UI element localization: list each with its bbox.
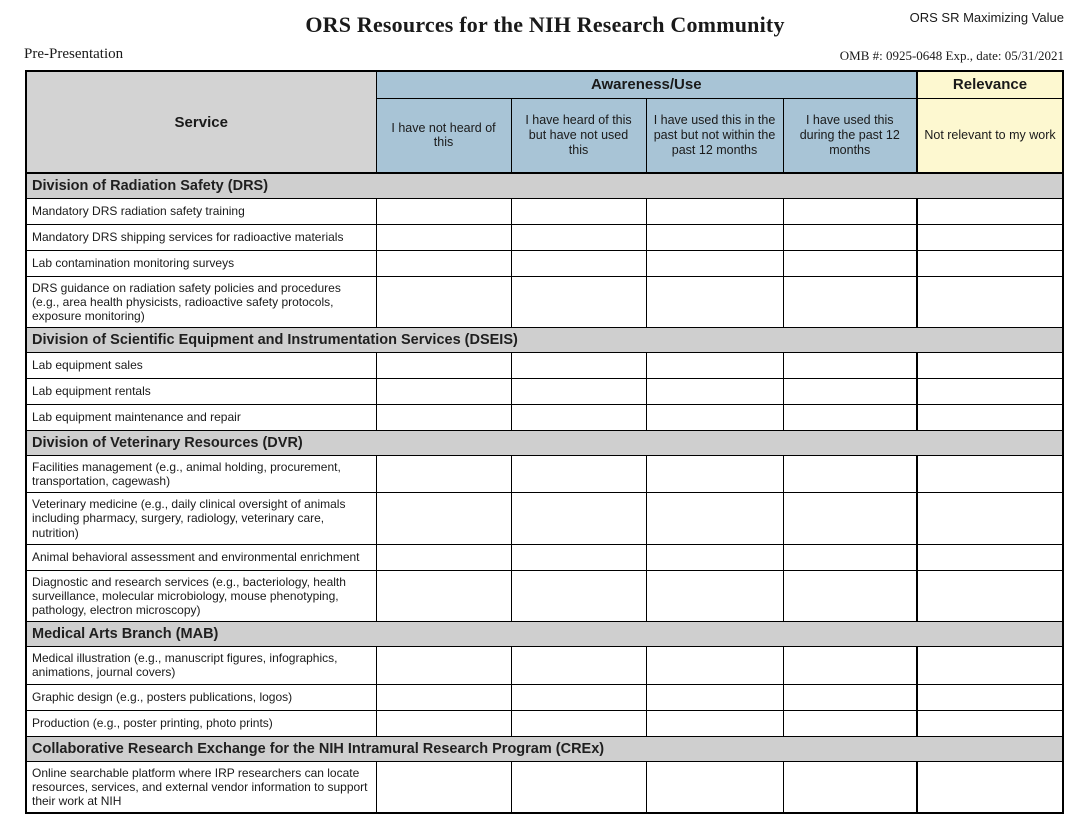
table-row bbox=[26, 570, 1063, 621]
awareness-option-header: I have heard of this but have not used this bbox=[511, 98, 646, 173]
answer-cell bbox=[783, 455, 917, 492]
answer-cell bbox=[783, 224, 917, 250]
answer-cell bbox=[511, 224, 646, 250]
section-title: Division of Scientific Equipment and Instrumentation Services (DSEIS) bbox=[26, 327, 1063, 352]
answer-cell bbox=[783, 378, 917, 404]
section-header-row bbox=[26, 622, 1063, 647]
table-row bbox=[26, 455, 1063, 492]
answer-cell bbox=[783, 404, 917, 430]
table-row bbox=[26, 352, 1063, 378]
answer-cell bbox=[917, 455, 1063, 492]
answer-cell bbox=[783, 544, 917, 570]
answer-cell bbox=[646, 378, 783, 404]
service-label: Graphic design (e.g., posters publications, logos) bbox=[26, 684, 376, 710]
answer-cell bbox=[646, 198, 783, 224]
answer-cell bbox=[511, 493, 646, 544]
answer-cell bbox=[917, 224, 1063, 250]
section-header-row bbox=[26, 736, 1063, 761]
answer-cell bbox=[376, 455, 511, 492]
answer-cell bbox=[917, 710, 1063, 736]
answer-cell bbox=[783, 710, 917, 736]
answer-cell bbox=[917, 761, 1063, 813]
survey-table bbox=[25, 70, 1064, 814]
table-row bbox=[26, 250, 1063, 276]
answer-cell bbox=[783, 570, 917, 621]
service-label: Lab equipment sales bbox=[26, 352, 376, 378]
answer-cell bbox=[646, 404, 783, 430]
answer-cell bbox=[511, 761, 646, 813]
service-label: Online searchable platform where IRP researchers can locate resources, services, and external vendor information to support their work at NIH bbox=[26, 761, 376, 813]
section-title: Collaborative Research Exchange for the NIH Intramural Research Program (CREx) bbox=[26, 736, 1063, 761]
table-row bbox=[26, 276, 1063, 327]
answer-cell bbox=[646, 570, 783, 621]
answer-cell bbox=[783, 493, 917, 544]
answer-cell bbox=[646, 544, 783, 570]
answer-cell bbox=[917, 647, 1063, 684]
table-row bbox=[26, 224, 1063, 250]
answer-cell bbox=[376, 198, 511, 224]
section-header-row bbox=[26, 327, 1063, 352]
answer-cell bbox=[646, 250, 783, 276]
service-label: Lab equipment maintenance and repair bbox=[26, 404, 376, 430]
answer-cell bbox=[511, 710, 646, 736]
doc-corner-label: ORS SR Maximizing Value bbox=[909, 10, 1064, 25]
answer-cell bbox=[511, 198, 646, 224]
answer-cell bbox=[376, 250, 511, 276]
answer-cell bbox=[646, 352, 783, 378]
section-header-row bbox=[26, 173, 1063, 198]
omb-number-label: OMB #: 0925-0648 Exp., date: 05/31/2021 bbox=[839, 48, 1064, 63]
answer-cell bbox=[917, 352, 1063, 378]
answer-cell bbox=[376, 570, 511, 621]
answer-cell bbox=[376, 761, 511, 813]
answer-cell bbox=[646, 761, 783, 813]
answer-cell bbox=[376, 684, 511, 710]
service-label: Veterinary medicine (e.g., daily clinical oversight of animals including pharmacy, surgery, radiology, veterinary care, nutrition) bbox=[26, 493, 376, 544]
service-label: Facilities management (e.g., animal holding, procurement, transportation, cagewash) bbox=[26, 455, 376, 492]
answer-cell bbox=[646, 710, 783, 736]
answer-cell bbox=[511, 647, 646, 684]
answer-cell bbox=[917, 544, 1063, 570]
relevance-option-header: Not relevant to my work bbox=[917, 98, 1063, 173]
answer-cell bbox=[917, 684, 1063, 710]
table-row bbox=[26, 684, 1063, 710]
section-header-row bbox=[26, 430, 1063, 455]
service-label: Mandatory DRS radiation safety training bbox=[26, 198, 376, 224]
answer-cell bbox=[783, 250, 917, 276]
answer-cell bbox=[917, 404, 1063, 430]
table-group-header-row bbox=[26, 71, 1063, 98]
answer-cell bbox=[917, 276, 1063, 327]
answer-cell bbox=[917, 493, 1063, 544]
answer-cell bbox=[783, 761, 917, 813]
service-label: Production (e.g., poster printing, photo prints) bbox=[26, 710, 376, 736]
service-label: Animal behavioral assessment and environmental enrichment bbox=[26, 544, 376, 570]
answer-cell bbox=[783, 684, 917, 710]
table-row bbox=[26, 404, 1063, 430]
answer-cell bbox=[376, 352, 511, 378]
answer-cell bbox=[783, 647, 917, 684]
pre-presentation-label: Pre-Presentation bbox=[24, 46, 124, 62]
answer-cell bbox=[376, 493, 511, 544]
table-row bbox=[26, 198, 1063, 224]
answer-cell bbox=[646, 493, 783, 544]
answer-cell bbox=[917, 378, 1063, 404]
service-label: Diagnostic and research services (e.g., bacteriology, health surveillance, molecular microbiology, mouse phenotyping, pathology, electron microscopy) bbox=[26, 570, 376, 621]
answer-cell bbox=[511, 684, 646, 710]
awareness-option-header: I have used this in the past but not within the past 12 months bbox=[646, 98, 783, 173]
service-label: DRS guidance on radiation safety policies and procedures (e.g., area health physicists, radioactive safety protocols, exposure monitoring) bbox=[26, 276, 376, 327]
awareness-option-header: I have used this during the past 12 months bbox=[783, 98, 917, 173]
answer-cell bbox=[646, 647, 783, 684]
answer-cell bbox=[917, 570, 1063, 621]
answer-cell bbox=[376, 647, 511, 684]
answer-cell bbox=[646, 455, 783, 492]
answer-cell bbox=[783, 276, 917, 327]
awareness-use-header: Awareness/Use bbox=[376, 71, 917, 98]
section-title: Division of Radiation Safety (DRS) bbox=[26, 173, 1063, 198]
table-row bbox=[26, 493, 1063, 544]
answer-cell bbox=[511, 250, 646, 276]
answer-cell bbox=[511, 544, 646, 570]
answer-cell bbox=[511, 455, 646, 492]
answer-cell bbox=[783, 352, 917, 378]
page-title: ORS Resources for the NIH Research Community bbox=[305, 12, 785, 37]
answer-cell bbox=[511, 276, 646, 327]
answer-cell bbox=[646, 224, 783, 250]
answer-cell bbox=[376, 404, 511, 430]
answer-cell bbox=[511, 378, 646, 404]
answer-cell bbox=[511, 570, 646, 621]
service-label: Mandatory DRS shipping services for radioactive materials bbox=[26, 224, 376, 250]
answer-cell bbox=[376, 710, 511, 736]
answer-cell bbox=[511, 352, 646, 378]
section-title: Medical Arts Branch (MAB) bbox=[26, 622, 1063, 647]
service-column-header: Service bbox=[26, 71, 376, 173]
table-row bbox=[26, 761, 1063, 813]
table-row bbox=[26, 647, 1063, 684]
service-label: Medical illustration (e.g., manuscript figures, infographics, animations, journal covers) bbox=[26, 647, 376, 684]
answer-cell bbox=[917, 198, 1063, 224]
answer-cell bbox=[917, 250, 1063, 276]
service-label: Lab equipment rentals bbox=[26, 378, 376, 404]
table-row bbox=[26, 544, 1063, 570]
answer-cell bbox=[376, 224, 511, 250]
answer-cell bbox=[646, 684, 783, 710]
table-row bbox=[26, 378, 1063, 404]
service-label: Lab contamination monitoring surveys bbox=[26, 250, 376, 276]
answer-cell bbox=[511, 404, 646, 430]
answer-cell bbox=[646, 276, 783, 327]
awareness-option-header: I have not heard of this bbox=[376, 98, 511, 173]
table-row bbox=[26, 710, 1063, 736]
answer-cell bbox=[376, 276, 511, 327]
section-title: Division of Veterinary Resources (DVR) bbox=[26, 430, 1063, 455]
answer-cell bbox=[376, 544, 511, 570]
relevance-header: Relevance bbox=[917, 71, 1063, 98]
answer-cell bbox=[783, 198, 917, 224]
answer-cell bbox=[376, 378, 511, 404]
